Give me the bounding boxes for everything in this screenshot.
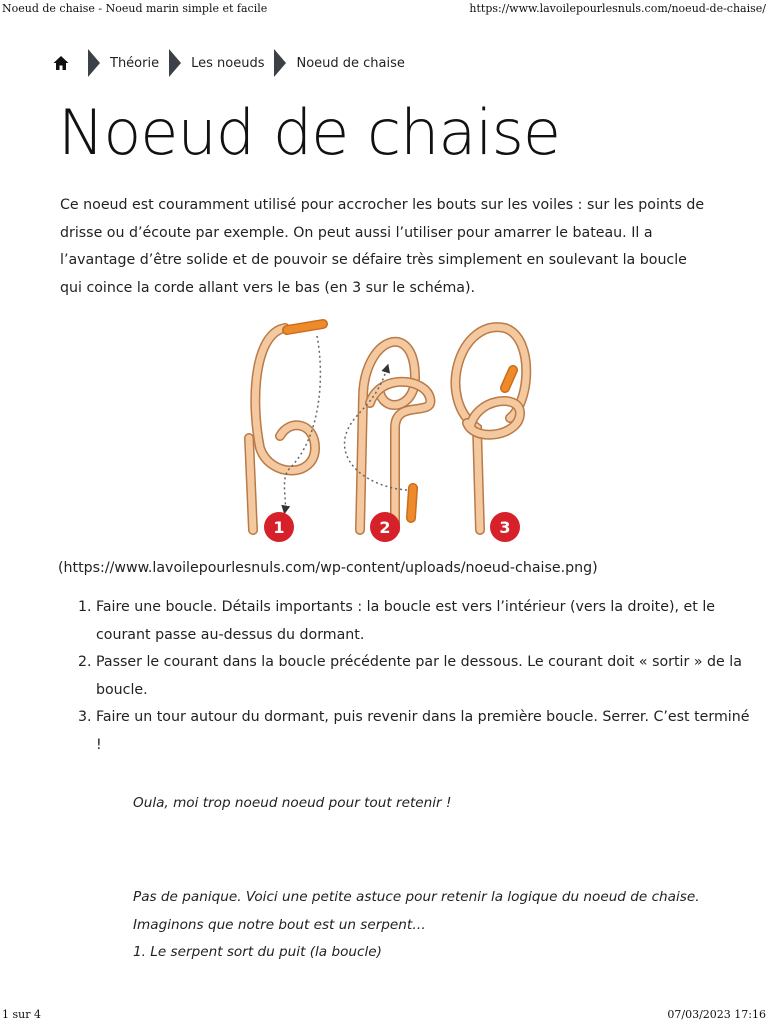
home-icon[interactable]: [52, 54, 70, 72]
print-title: Noeud de chaise - Noeud marin simple et facile: [2, 1, 268, 15]
list-item: 3. Faire un tour autour du dormant, puis revenir dans la première boucle. Serrer. C’est terminé !: [96, 704, 756, 759]
print-datetime: 07/03/2023 17:16: [667, 1007, 766, 1021]
quote-line: 1. Le serpent sort du puit (la boucle): [133, 944, 382, 960]
step-badge-2: [370, 512, 400, 542]
breadcrumb-item-current: Noeud de chaise: [296, 55, 405, 71]
print-header: [0, 0, 768, 16]
svg-text:3: 3: [499, 518, 511, 537]
list-item: 1. Faire une boucle. Détails importants : la boucle est vers l’intérieur (vers la droite), et le courant passe au-dessus du dormant.: [96, 594, 756, 649]
print-footer: [0, 1006, 768, 1022]
quote-line: Imaginons que notre bout est un serpent…: [133, 916, 426, 933]
intro-paragraph: Ce noeud est couramment utilisé pour accrocher les bouts sur les voiles : sur les points de drisse ou d’écoute par exemple. On peut aussi l’utiliser pour amarrer le bateau. Il a l’avantage d’être solide et de pouvoir se défaire très simplement en soulevant la boucle qui coince la corde allant vers le bas (en 3 sur le schéma).: [60, 197, 705, 296]
chevron-separator-icon: [169, 49, 181, 77]
breadcrumb: [52, 50, 405, 76]
breadcrumb-item-les-noeuds[interactable]: Les noeuds: [191, 55, 265, 71]
quote-astuce: [133, 884, 713, 967]
print-url: https://www.lavoilepourlesnuls.com/noeud-de-chaise/: [469, 1, 766, 15]
chevron-separator-icon: [274, 49, 286, 77]
bowline-knot-diagram: [235, 318, 535, 548]
svg-text:2: 2: [379, 518, 391, 537]
chevron-separator-icon: [88, 49, 100, 77]
page-title: Noeud de chaise: [58, 96, 561, 169]
step-badge-3: [490, 512, 520, 542]
steps-list: [60, 594, 756, 759]
svg-text:1: 1: [273, 518, 285, 537]
knot-step-3-illustration: [455, 327, 526, 530]
knot-step-2-illustration: [345, 342, 431, 530]
page-counter: 1 sur 4: [2, 1007, 41, 1021]
quote-line: Pas de panique. Voici une petite astuce pour retenir la logique du noeud de chaise.: [133, 889, 700, 905]
step-badge-1: [264, 512, 294, 542]
quote-oula: Oula, moi trop noeud noeud pour tout retenir !: [133, 795, 452, 811]
image-source-link[interactable]: (https://www.lavoilepourlesnuls.com/wp-content/uploads/noeud-chaise.png): [58, 560, 598, 576]
breadcrumb-item-theorie[interactable]: Théorie: [110, 55, 160, 71]
knot-step-1-illustration: [249, 324, 323, 530]
list-item: 2. Passer le courant dans la boucle précédente par le dessous. Le courant doit « sortir » de la boucle.: [96, 649, 756, 704]
